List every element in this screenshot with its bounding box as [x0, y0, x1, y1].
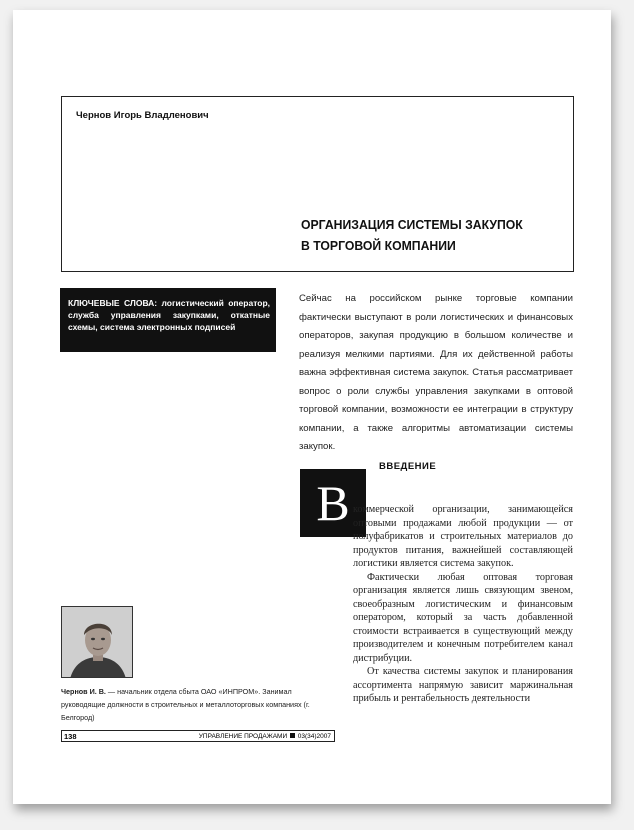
caption-text: — начальник отдела сбыта ОАО «ИНПРОМ». Занимал руководящие должности в строительных и металлоторговых компаниях (г. Белгород) — [61, 687, 310, 722]
paragraph-2: Фактически любая оптовая торговая организация является лишь связующим звеном, своеобразным логистическим и финансовым оператором, который за часть добавленной стоимости встраивается в существующий между производителем и конечным потребителем канал дистрибуции. — [353, 571, 573, 664]
author-photo — [61, 606, 133, 678]
drop-cap: В — [300, 469, 366, 537]
body-text — [353, 503, 573, 706]
journal-info — [199, 733, 331, 740]
abstract — [299, 290, 573, 457]
photo-caption — [61, 685, 321, 724]
keywords-box: КЛЮЧЕВЫЕ СЛОВА: логистический оператор, служба управления закупками, откатные схемы, система электронных подписей — [60, 288, 276, 352]
abstract-text: Сейчас на российском рынке торговые компании фактически выступают в роли логистических и финансовых операторов, закупая продукцию в большом количестве и реализуя мелкими партиями. Для их действенной работы важна эффективная система закупок. Статья рассматривает вопрос о роли службы управления закупками в оптовой торговой компании, возможности ее интеграции в структуру компании, а также алгоритмы автоматизации системы закупок. — [299, 293, 573, 452]
title-line-2: В ТОРГОВОЙ КОМПАНИИ — [301, 238, 456, 253]
journal-name: УПРАВЛЕНИЕ ПРОДАЖАМИ — [198, 732, 288, 740]
article-title — [301, 214, 523, 256]
square-bullet-icon — [290, 733, 295, 738]
section-title: ВВЕДЕНИЕ — [379, 461, 437, 472]
page — [13, 10, 611, 804]
page-number: 138 — [64, 732, 77, 741]
paragraph-1: коммерческой организации, занимающейся оптовыми продажами любой продукции — от полуфабрикатов и строительных материалов до продуктов питания, важнейшей составляющей логистики является система закупок. — [353, 504, 573, 569]
author-name: Чернов Игорь Владленович — [76, 110, 209, 121]
portrait-image — [62, 607, 133, 678]
paragraph-3: От качества системы закупок и планирования ассортимента напрямую зависит маржинальная прибыль и рентабельность деятельности — [353, 666, 573, 704]
caption-name: Чернов И. В. — [61, 687, 106, 696]
title-line-1: ОРГАНИЗАЦИЯ СИСТЕМЫ ЗАКУПОК — [301, 217, 523, 232]
page-footer — [61, 730, 335, 742]
title-box — [61, 96, 574, 272]
journal-issue: 03(34)2007 — [297, 732, 331, 740]
